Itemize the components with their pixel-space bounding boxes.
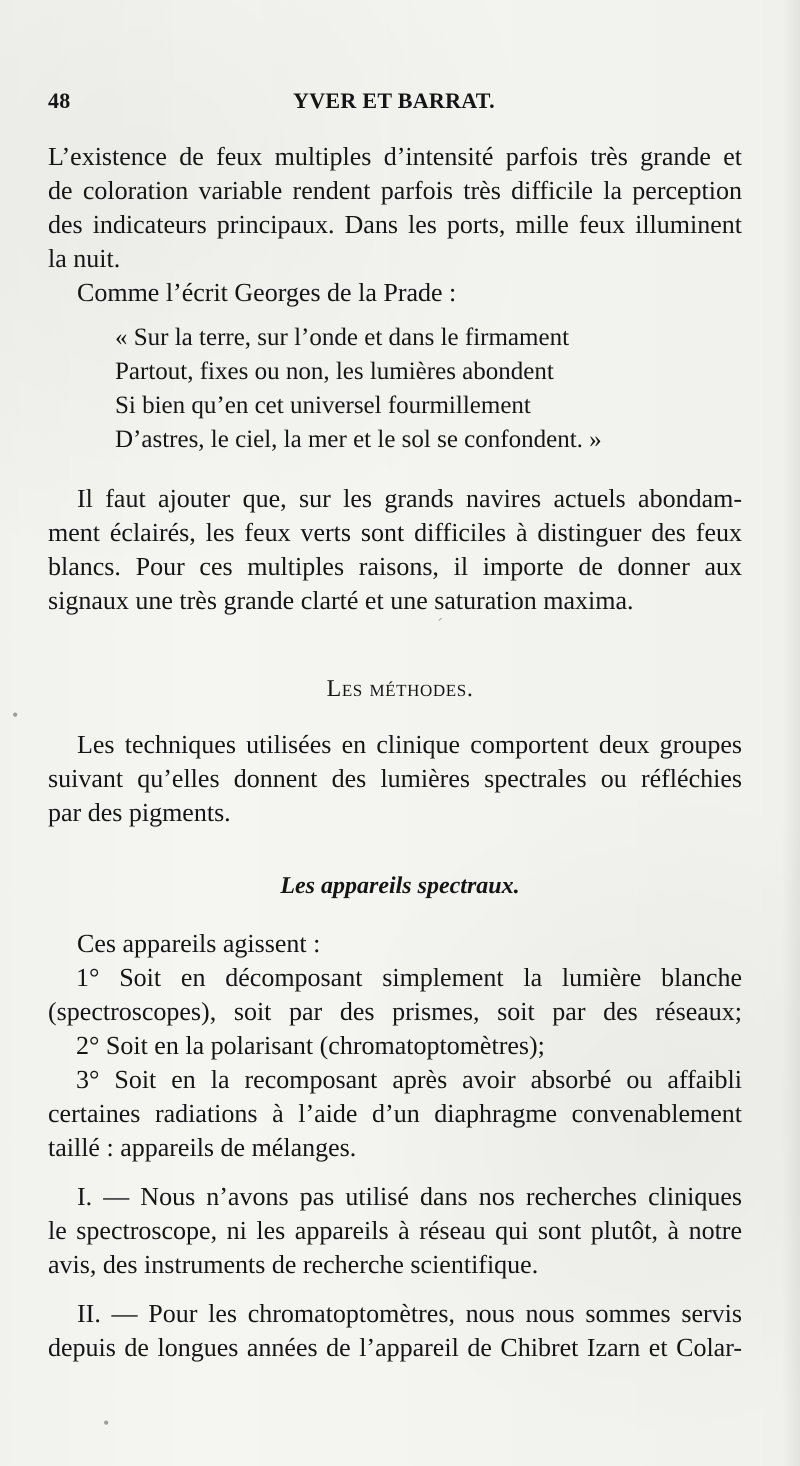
paragraph-2-line-4: signaux une très grande clarté et une saturation maxima. [48, 586, 634, 615]
page-edge-shadow [782, 0, 800, 1466]
paragraph-2-line-1: Il faut ajouter que, sur les grands navires actuels abondam- [77, 484, 742, 513]
paragraph-1-line-1: L’existence de feux multiples d’intensité parfois très grande et [48, 142, 742, 171]
running-title: YVER ET BARRAT. [293, 88, 495, 113]
paragraph-3-line-1: Les techniques utilisées en clinique comportent deux groupes [77, 730, 742, 759]
quote-line-1: « Sur la terre, sur l’onde et dans le firmament [115, 324, 570, 351]
paragraph-3-line-2: suivant qu’elles donnent des lumières spectrales ou réfléchies [48, 764, 742, 793]
paragraph-1-line-4: la nuit. [48, 244, 121, 273]
paragraph-2-line-3: blancs. Pour ces multiples raisons, il importe de donner aux [48, 552, 742, 581]
paragraph-1-line-2: de coloration variable rendent parfois très difficile la perception [48, 176, 742, 205]
paragraph-5-line-3: avis, des instruments de recherche scientifique. [48, 1250, 539, 1279]
quote-line-4: D’astres, le ciel, la mer et le sol se confondent. » [115, 426, 602, 453]
scan-speck: ˊ [437, 615, 443, 635]
paragraph-4-line-4: 2° Soit en la polarisant (chromatoptomètres); [76, 1031, 545, 1060]
scan-speck: • [103, 1413, 110, 1433]
paragraph-4-line-7: taillé : appareils de mélanges. [48, 1133, 357, 1162]
scan-speck: • [12, 705, 19, 725]
quote-line-2: Partout, fixes ou non, les lumières abondent [115, 358, 554, 385]
paragraph-5-line-1: I. — Nous n’avons pas utilisé dans nos recherches cliniques [77, 1182, 742, 1211]
paragraph-3-line-3: par des pigments. [48, 798, 231, 827]
subsection-title: Les appareils spectraux. [280, 873, 520, 899]
page-number: 48 [48, 88, 71, 113]
quote-line-3: Si bien qu’en cet universel fourmillement [115, 392, 531, 419]
paragraph-4-line-6: certaines radiations à l’aide d’un diaphragme convenablement [48, 1099, 742, 1128]
quote-introduction: Comme l’écrit Georges de la Prade : [77, 278, 457, 307]
paragraph-6-line-1: II. — Pour les chromatoptomètres, nous nous sommes servis [77, 1299, 742, 1328]
section-title: Les méthodes. [326, 676, 474, 702]
paragraph-6-line-2: depuis de longues années de l’appareil de Chibret Izarn et Colar- [48, 1333, 742, 1362]
page-header [48, 88, 740, 118]
paragraph-2-line-2: ment éclairés, les feux verts sont difficiles à distinguer des feux [48, 518, 742, 547]
paragraph-5-line-2: le spectroscope, ni les appareils à réseau qui sont plutôt, à notre [48, 1216, 742, 1245]
paragraph-4-line-3: (spectroscopes), soit par des prismes, soit par des réseaux; [48, 997, 742, 1026]
paragraph-4-line-1: Ces appareils agissent : [77, 929, 321, 958]
paragraph-4-line-2: 1° Soit en décomposant simplement la lumière blanche [76, 963, 742, 992]
paragraph-4-line-5: 3° Soit en la recomposant après avoir absorbé ou affaibli [76, 1065, 742, 1094]
paragraph-1-line-3: des indicateurs principaux. Dans les ports, mille feux illuminent [48, 210, 742, 239]
